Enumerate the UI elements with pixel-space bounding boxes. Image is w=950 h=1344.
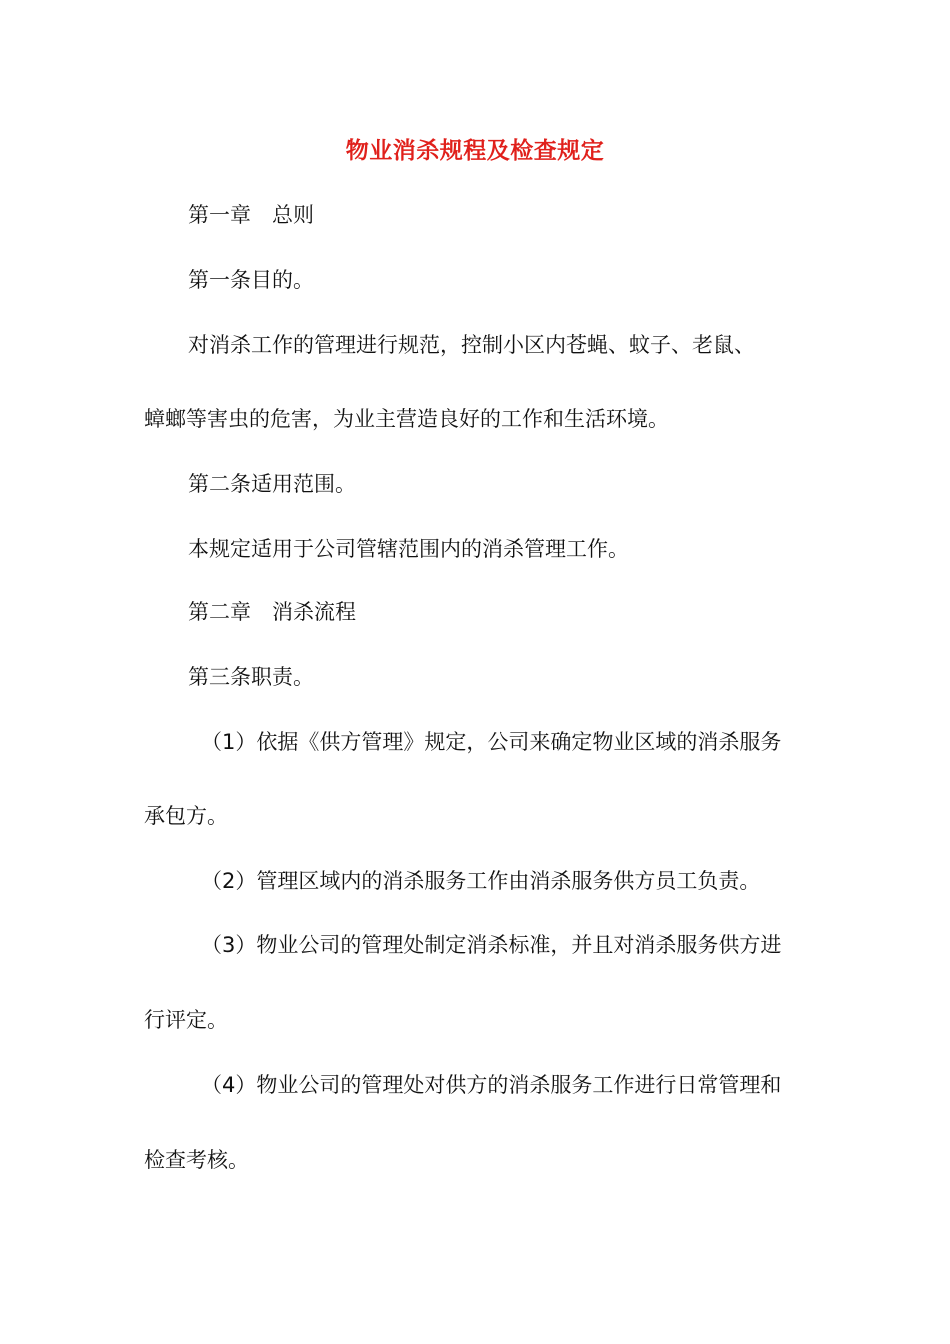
item-4-line-2: 检查考核。: [144, 1148, 249, 1172]
item-3-line-2: 行评定。: [144, 1008, 228, 1032]
chapter-heading-2: 第二章 消杀流程: [188, 600, 356, 624]
article-1-text-line-1: 对消杀工作的管理进行规范，控制小区内苍蝇、蚊子、老鼠、: [188, 333, 755, 357]
article-2-text: 本规定适用于公司管辖范围内的消杀管理工作。: [188, 537, 629, 561]
item-2: （2）管理区域内的消杀服务工作由消杀服务供方员工负责。: [201, 869, 761, 893]
article-3-heading: 第三条职责。: [188, 665, 314, 689]
document-title: 物业消杀规程及检查规定: [345, 138, 605, 164]
article-2-heading: 第二条适用范围。: [188, 472, 356, 496]
item-3-line-1: （3）物业公司的管理处制定消杀标准，并且对消杀服务供方进: [201, 933, 782, 957]
chapter-heading-1: 第一章 总则: [188, 203, 314, 227]
item-1-line-2: 承包方。: [144, 804, 228, 828]
article-1-text-line-2: 蟑螂等害虫的危害，为业主营造良好的工作和生活环境。: [144, 407, 669, 431]
item-1-line-1: （1）依据《供方管理》规定，公司来确定物业区域的消杀服务: [201, 730, 782, 754]
item-4-line-1: （4）物业公司的管理处对供方的消杀服务工作进行日常管理和: [201, 1073, 782, 1097]
article-1-heading: 第一条目的。: [188, 268, 314, 292]
